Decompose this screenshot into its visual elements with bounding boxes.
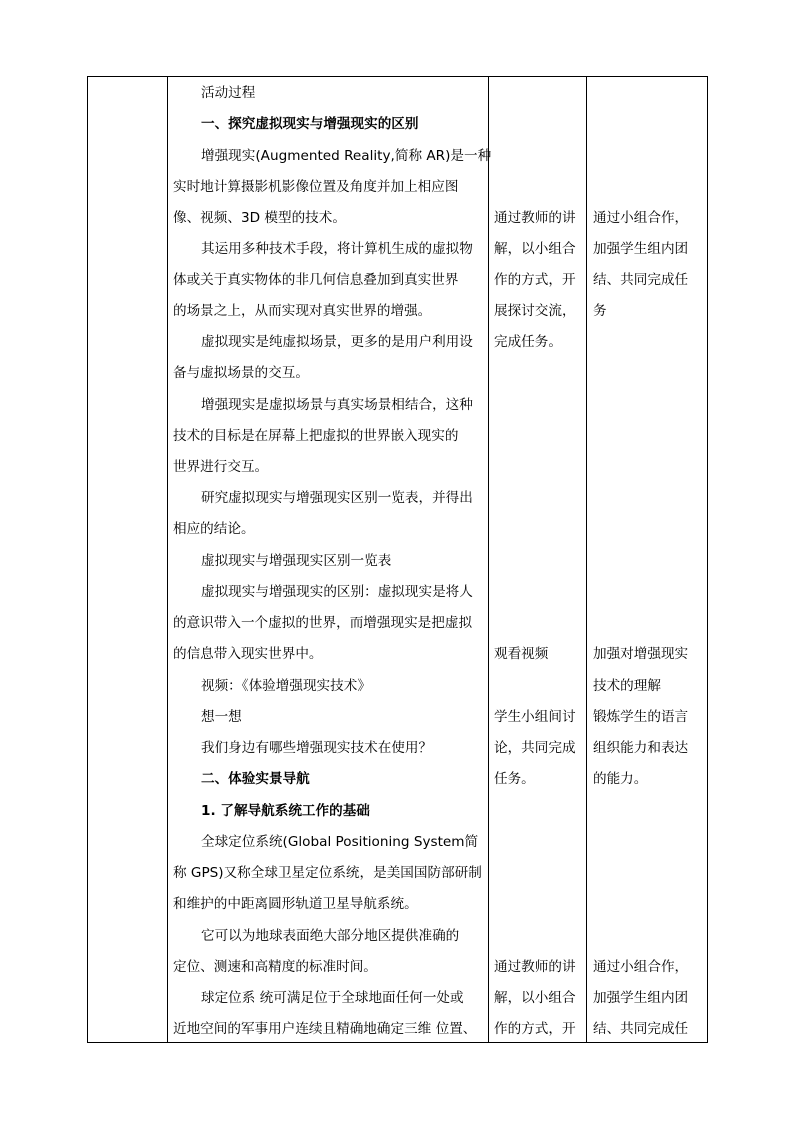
- label-cell: [88, 77, 168, 1043]
- design-intent-cell: [587, 77, 708, 1043]
- paragraph-line: 虚拟现实是纯虚拟场景，更多的是用户利用设: [201, 334, 473, 350]
- activity-line: 解，以小组合: [494, 241, 576, 257]
- table-row: [88, 77, 708, 1043]
- activity-line: 通过教师的讲: [494, 959, 576, 975]
- paragraph-line: 定位、测速和高精度的标准时间。: [173, 959, 377, 975]
- intent-line: 加强对增强现实: [593, 646, 689, 662]
- paragraph-line: 研究虚拟现实与增强现实区别一览表，并得出: [201, 490, 473, 506]
- paragraph-line: 的信息带入现实世界中。: [173, 646, 323, 662]
- think-line: 想一想: [201, 709, 242, 725]
- paragraph-line: 的场景之上，从而实现对真实世界的增强。: [173, 303, 432, 319]
- paragraph-line: 近地空间的军事用户连续且精确地确定三维 位置、: [173, 1021, 477, 1037]
- paragraph-line: 它可以为地球表面绝大部分地区提供准确的: [201, 928, 460, 944]
- intent-line: 加强学生组内团: [593, 241, 689, 257]
- intent-line: 组织能力和表达: [593, 740, 689, 756]
- paragraph-line: 备与虚拟场景的交互。: [173, 365, 309, 381]
- paragraph-line: 实时地计算摄影机影像位置及角度并加上相应图: [173, 179, 459, 195]
- paragraph-line: 的意识带入一个虚拟的世界，而增强现实是把虚拟: [173, 615, 473, 631]
- video-line: 视频：《体验增强现实技术》: [201, 678, 371, 694]
- paragraph-line: 虚拟现实与增强现实区别一览表: [201, 553, 392, 569]
- activity-line: 完成任务。: [494, 334, 562, 350]
- paragraph-line: 其运用多种技术手段，将计算机生成的虚拟物: [201, 241, 473, 257]
- paragraph-line: 称 GPS)又称全球卫星定位系统，是美国国防部研制: [173, 865, 482, 881]
- intent-line: 通过小组合作，: [593, 959, 689, 975]
- intent-line: 加强学生组内团: [593, 990, 689, 1006]
- paragraph-line: 球定位系 统可满足位于全球地面任何一处或: [201, 990, 464, 1006]
- paragraph-line: 和维护的中距离圆形轨道卫星导航系统。: [173, 896, 418, 912]
- process-heading: 活动过程: [201, 85, 256, 101]
- lesson-plan-table: [87, 76, 708, 1043]
- intent-line: 锻炼学生的语言: [593, 709, 689, 725]
- activity-line: 论，共同完成: [494, 740, 576, 756]
- intent-line: 务: [593, 303, 607, 319]
- paragraph-line: 增强现实是虚拟场景与真实场景相结合，这种: [201, 397, 473, 413]
- section-title: 一、探究虚拟现实与增强现实的区别: [201, 116, 419, 132]
- activity-line: 通过教师的讲: [494, 210, 576, 226]
- intent-line: 结、共同完成任: [593, 1021, 689, 1037]
- activity-line: 作的方式，开: [494, 272, 576, 288]
- activity-line: 观看视频: [494, 646, 549, 662]
- paragraph-line: 技术的目标是在屏幕上把虚拟的世界嵌入现实的: [173, 428, 459, 444]
- activity-line: 展探讨交流，: [494, 303, 576, 319]
- activity-line: 作的方式，开: [494, 1021, 576, 1037]
- intent-line: 的能力。: [593, 771, 648, 787]
- activity-line: 解，以小组合: [494, 990, 576, 1006]
- paragraph-line: 全球定位系统(Global Positioning System简: [201, 834, 479, 850]
- section-title: 二、体验实景导航: [201, 771, 310, 787]
- intent-line: 通过小组合作，: [593, 210, 689, 226]
- activity-line: 学生小组间讨: [494, 709, 576, 725]
- paragraph-line: 增强现实(Augmented Reality,简称 AR)是一种: [201, 148, 492, 164]
- paragraph-line: 相应的结论。: [173, 521, 255, 537]
- question-line: 我们身边有哪些增强现实技术在使用？: [201, 740, 433, 756]
- paragraph-line: 虚拟现实与增强现实的区别：虚拟现实是将人: [201, 584, 473, 600]
- intent-line: 技术的理解: [593, 678, 661, 694]
- paragraph-line: 体或关于真实物体的非几何信息叠加到真实世界: [173, 272, 459, 288]
- student-activity-cell: [489, 77, 587, 1043]
- paragraph-line: 像、视频、3D 模型的技术。: [173, 210, 346, 226]
- intent-line: 结、共同完成任: [593, 272, 689, 288]
- paragraph-line: 世界进行交互。: [173, 459, 269, 475]
- content-cell: [168, 77, 492, 1043]
- subsection-title: 1. 了解导航系统工作的基础: [201, 803, 370, 819]
- activity-line: 任务。: [494, 771, 535, 787]
